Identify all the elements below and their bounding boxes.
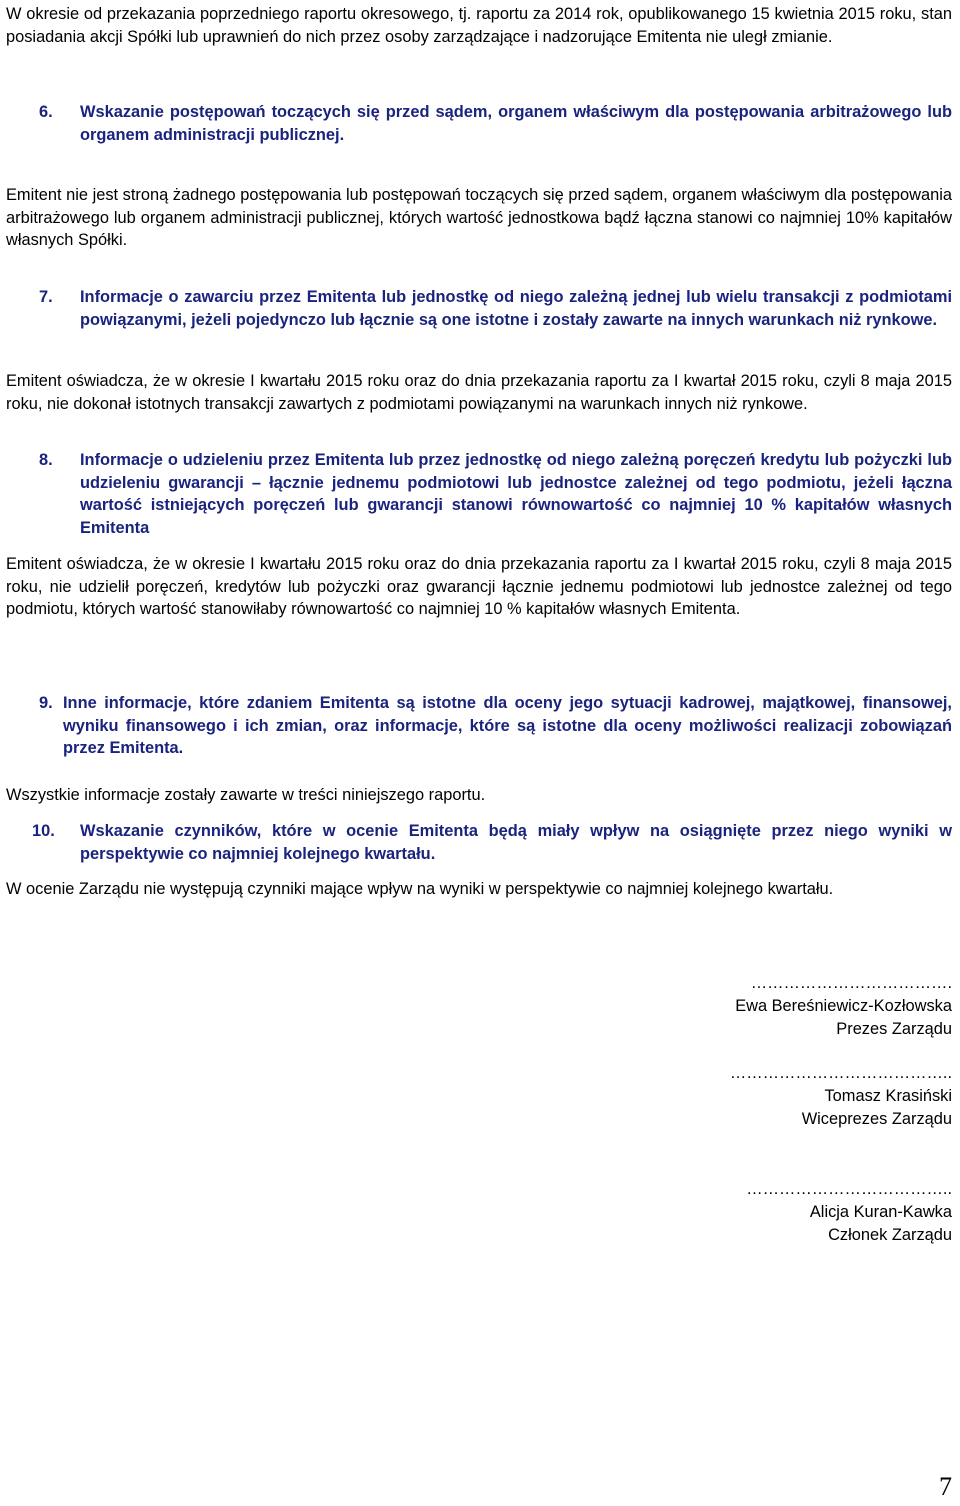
signature-block-3 xyxy=(746,1178,952,1247)
section-9-title: Inne informacje, które zdaniem Emitenta są istotne dla oceny jego sytuacji kadrowej, majątkowej, finansowej, wyniku finansowego i ich zmian, oraz informacje, które są istotne dla oceny możliwości realizacji zobowiązań przez Emitenta. xyxy=(63,694,952,757)
section-6-body: Emitent nie jest stroną żadnego postępowania lub postępowań toczących się przed sądem, organem właściwym dla postępowania arbitrażowego lub organem administracji publicznej, których wartość jednostkowa bądź łączna stanowi co najmniej 10% kapitałów własnych Spółki. xyxy=(6,186,952,249)
section-9-number: 9. xyxy=(39,694,53,712)
section-10-heading xyxy=(32,820,952,865)
signature-block-1 xyxy=(735,972,952,1041)
section-9-body: Wszystkie informacje zostały zawarte w treści niniejszego raportu. xyxy=(6,786,486,804)
section-7-body: Emitent oświadcza, że w okresie I kwartału 2015 roku oraz do dnia przekazania raportu za I kwartał 2015 roku, czyli 8 maja 2015 roku, nie dokonał istotnych transakcji zawartych z podmiotami powiązanymi na warunkach innych niż rynkowe. xyxy=(6,372,952,413)
section-10-number: 10. xyxy=(32,822,55,840)
signatory-name: Tomasz Krasiński xyxy=(824,1087,952,1105)
signatory-role: Prezes Zarządu xyxy=(836,1020,952,1038)
section-10-title: Wskazanie czynników, które w ocenie Emitenta będą miały wpływ na osiągnięte przez niego wyniki w perspektywie co najmniej kolejnego kwartału. xyxy=(80,822,952,863)
section-6-number: 6. xyxy=(39,103,53,121)
intro-paragraph: W okresie od przekazania poprzedniego raportu okresowego, tj. raportu za 2014 rok, opublikowanego 15 kwietnia 2015 roku, stan posiadania akcji Spółki lub uprawnień do nich przez osoby zarządzające i nadzorujące Emitenta nie uległ zmianie. xyxy=(6,5,952,46)
signatory-name: Alicja Kuran-Kawka xyxy=(809,1203,952,1221)
signature-line: ………………………………. xyxy=(750,974,952,992)
section-7-heading xyxy=(39,286,952,331)
signature-line: ………………………………….. xyxy=(729,1064,952,1082)
signature-line: ……………………………….. xyxy=(746,1180,952,1198)
section-6-heading xyxy=(39,101,952,146)
section-10-body: W ocenie Zarządu nie występują czynniki mające wpływ na wyniki w perspektywie co najmniej kolejnego kwartału. xyxy=(6,880,834,898)
page-number: 7 xyxy=(939,1472,952,1501)
section-8-body: Emitent oświadcza, że w okresie I kwartału 2015 roku oraz do dnia przekazania raportu za I kwartał 2015 roku, czyli 8 maja 2015 roku, nie udzielił poręczeń, kredytów lub pożyczki oraz gwarancji łącznie jednemu podmiotowi lub jednostce zależnej od tego podmiotu, których wartość stanowiłaby równowartość co najmniej 10 % kapitałów własnych Emitenta. xyxy=(6,555,952,618)
signatory-name: Ewa Bereśniewicz-Kozłowska xyxy=(735,997,952,1015)
section-9-heading xyxy=(39,692,952,760)
signature-block-2 xyxy=(730,1062,952,1131)
section-7-number: 7. xyxy=(39,288,53,306)
section-8-title: Informacje o udzieleniu przez Emitenta lub przez jednostkę od niego zależną poręczeń kredytu lub pożyczki lub udzieleniu gwarancji – łącznie jednemu podmiotowi lub jednostce zależnej od tego podmiotu, jeżeli łączna wartość istniejących poręczeń lub gwarancji stanowi równowartość co najmniej 10 % kapitałów własnych Emitenta xyxy=(80,451,952,537)
section-8-number: 8. xyxy=(39,451,53,469)
section-7-title: Informacje o zawarciu przez Emitenta lub jednostkę od niego zależną jednej lub wielu transakcji z podmiotami powiązanymi, jeżeli pojedynczo lub łącznie są one istotne i zostały zawarte na innych warunkach niż rynkowe. xyxy=(80,288,952,329)
section-6-title: Wskazanie postępowań toczących się przed sądem, organem właściwym dla postępowania arbitrażowego lub organem administracji publicznej. xyxy=(80,103,952,144)
signatory-role: Członek Zarządu xyxy=(828,1226,952,1244)
signatory-role: Wiceprezes Zarządu xyxy=(801,1110,952,1128)
section-8-heading xyxy=(39,449,952,539)
